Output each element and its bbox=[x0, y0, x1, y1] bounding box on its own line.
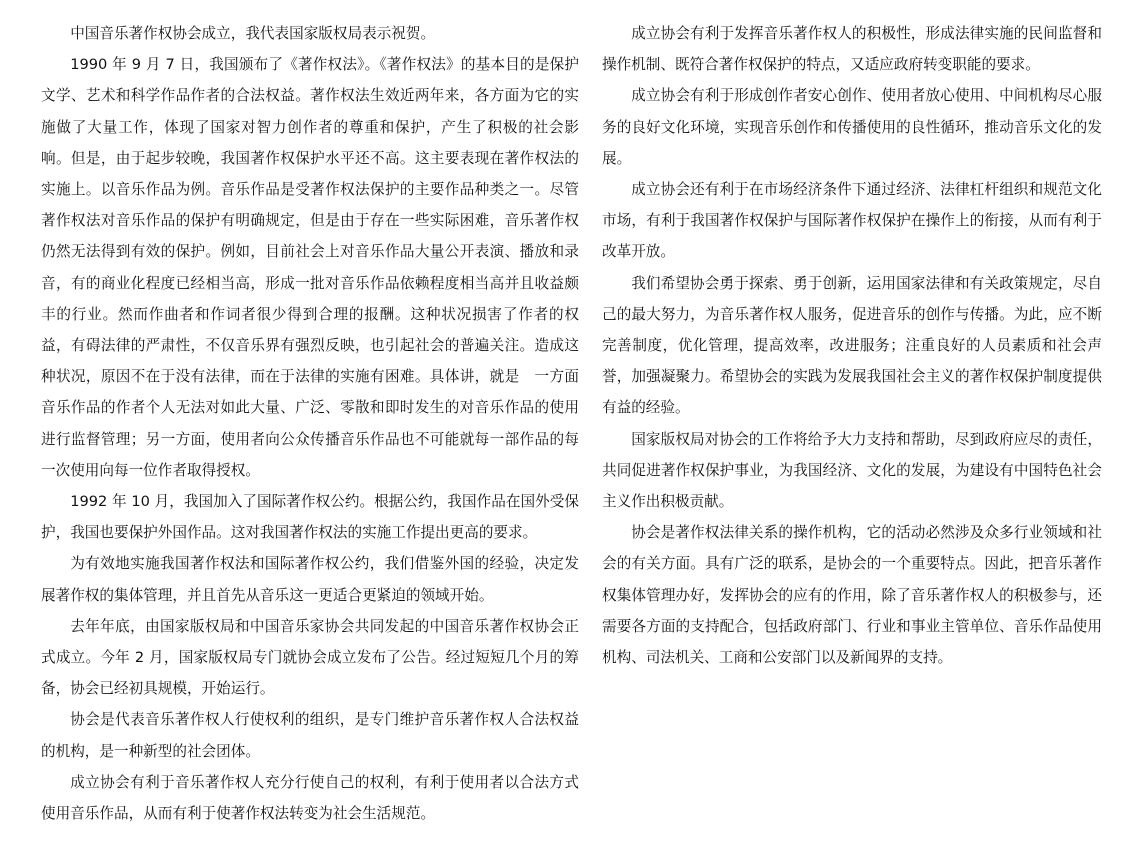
paragraph: 1990 年 9 月 7 日，我国颁布了《著作权法》。《著作权法》的基本目的是保护文学、艺术和科学作品作者的合法权益。著作权法生效近两年来，各方面为它的实施做了大量工作，体现了国家对智力创作者的尊重和保护，产生了积极的社会影响。但是，由于起步较晚，我国著作权保护水平还不高。这主要表现在著作权法的实施上。以音乐作品为例。音乐作品是受著作权法保护的主要作品种类之一。尽管著作权法对音乐作品的保护有明确规定，但是由于存在一些实际困难，音乐著作权仍然无法得到有效的保护。例如，目前社会上对音乐作品大量公开表演、播放和录音，有的商业化程度已经相当高，形成一批对音乐作品依赖程度相当高并且收益颇丰的行业。然而作曲者和作词者很少得到合理的报酬。这种状况损害了作者的权益，有碍法律的严肃性，不仅音乐界有强烈反映，也引起社会的普遍关注。造成这种状况，原因不在于没有法律，而在于法律的实施有困难。具体讲，就是 一方面 音乐作品的作者个人无法对如此大量、广泛、零散和即时发生的对音乐作品的使用进行监督管理；另一方面，使用者向公众传播音乐作品也不可能就每一部作品的每一次使用向每一位作者取得授权。 bbox=[41, 56, 594, 479]
paragraph: 成立协会有利于发挥音乐著作权人的积极性，形成法律实施的民间监督和操作机制、既符合著作权保护的特点，又适应政府转变职能的要求。 bbox=[602, 25, 1102, 74]
paragraph: 为有效地实施我国著作权法和国际著作权公约，我们借鉴外国的经验，决定发展著作权的集体管理，并且首先从音乐这一更适合更紧迫的领域开始。 bbox=[41, 555, 579, 604]
paragraph: 协会是著作权法律关系的操作机构，它的活动必然涉及众多行业领域和社会的有关方面。具有广泛的联系，是协会的一个重要特点。因此，把音乐著作权集体管理办好，发挥协会的应有的作用，除了音乐著作权人的积极参与，还需要各方面的支持配合，包括政府部门、行业和事业主管单位、音乐作品使用机构、司法机关、工商和公安部门以及新闻界的支持。 bbox=[602, 524, 1102, 667]
paragraph: 1992 年 10 月，我国加入了国际著作权公约。根据公约，我国作品在国外受保护，我国也要保护外国作品。这对我国著作权法的实施工作提出更高的要求。 bbox=[41, 493, 579, 542]
paragraph: 国家版权局对协会的工作将给予大力支持和帮助，尽到政府应尽的责任，共同促进著作权保护事业，为我国经济、文化的发展，为建设有中国特色社会主义作出积极贡献。 bbox=[602, 430, 1102, 511]
paragraph: 成立协会还有利于在市场经济条件下通过经济、法律杠杆组织和规范文化市场，有利于我国著作权保护与国际著作权保护在操作上的衔接，从而有利于改革开放。 bbox=[602, 181, 1102, 261]
paragraph: 成立协会有利于形成创作者安心创作、使用者放心使用、中间机构尽心服务的良好文化环境，实现音乐创作和传播使用的良性循环，推动音乐文化的发展。 bbox=[602, 87, 1102, 167]
right-column bbox=[602, 18, 1102, 673]
paragraph: 中国音乐著作权协会成立，我代表国家版权局表示祝贺。 bbox=[70, 25, 436, 42]
paragraph: 去年年底，由国家版权局和中国音乐家协会共同发起的中国音乐著作权协会正式成立。今年 2 月，国家版权局专门就协会成立发布了公告。经过短短几个月的筹备，协会已经初具规模，开始运行。 bbox=[41, 617, 579, 698]
paragraph: 我们希望协会勇于探索、勇于创新，运用国家法律和有关政策规定，尽自己的最大努力，为音乐著作权人服务，促进音乐的创作与传播。为此，应不断完善制度，优化管理，提高效率，改进服务；注重良好的人员素质和社会声誉，加强凝聚力。希望协会的实践为发展我国社会主义的著作权保护制度提供有益的经验。 bbox=[602, 274, 1102, 417]
paragraph: 协会是代表音乐著作权人行使权利的组织，是专门维护音乐著作权人合法权益的机构，是一种新型的社会团体。 bbox=[41, 711, 579, 760]
paragraph: 成立协会有利于音乐著作权人充分行使自己的权利，有利于使用者以合法方式使用音乐作品，从而有利于使著作权法转变为社会生活规范。 bbox=[41, 773, 579, 823]
left-column bbox=[41, 18, 594, 829]
